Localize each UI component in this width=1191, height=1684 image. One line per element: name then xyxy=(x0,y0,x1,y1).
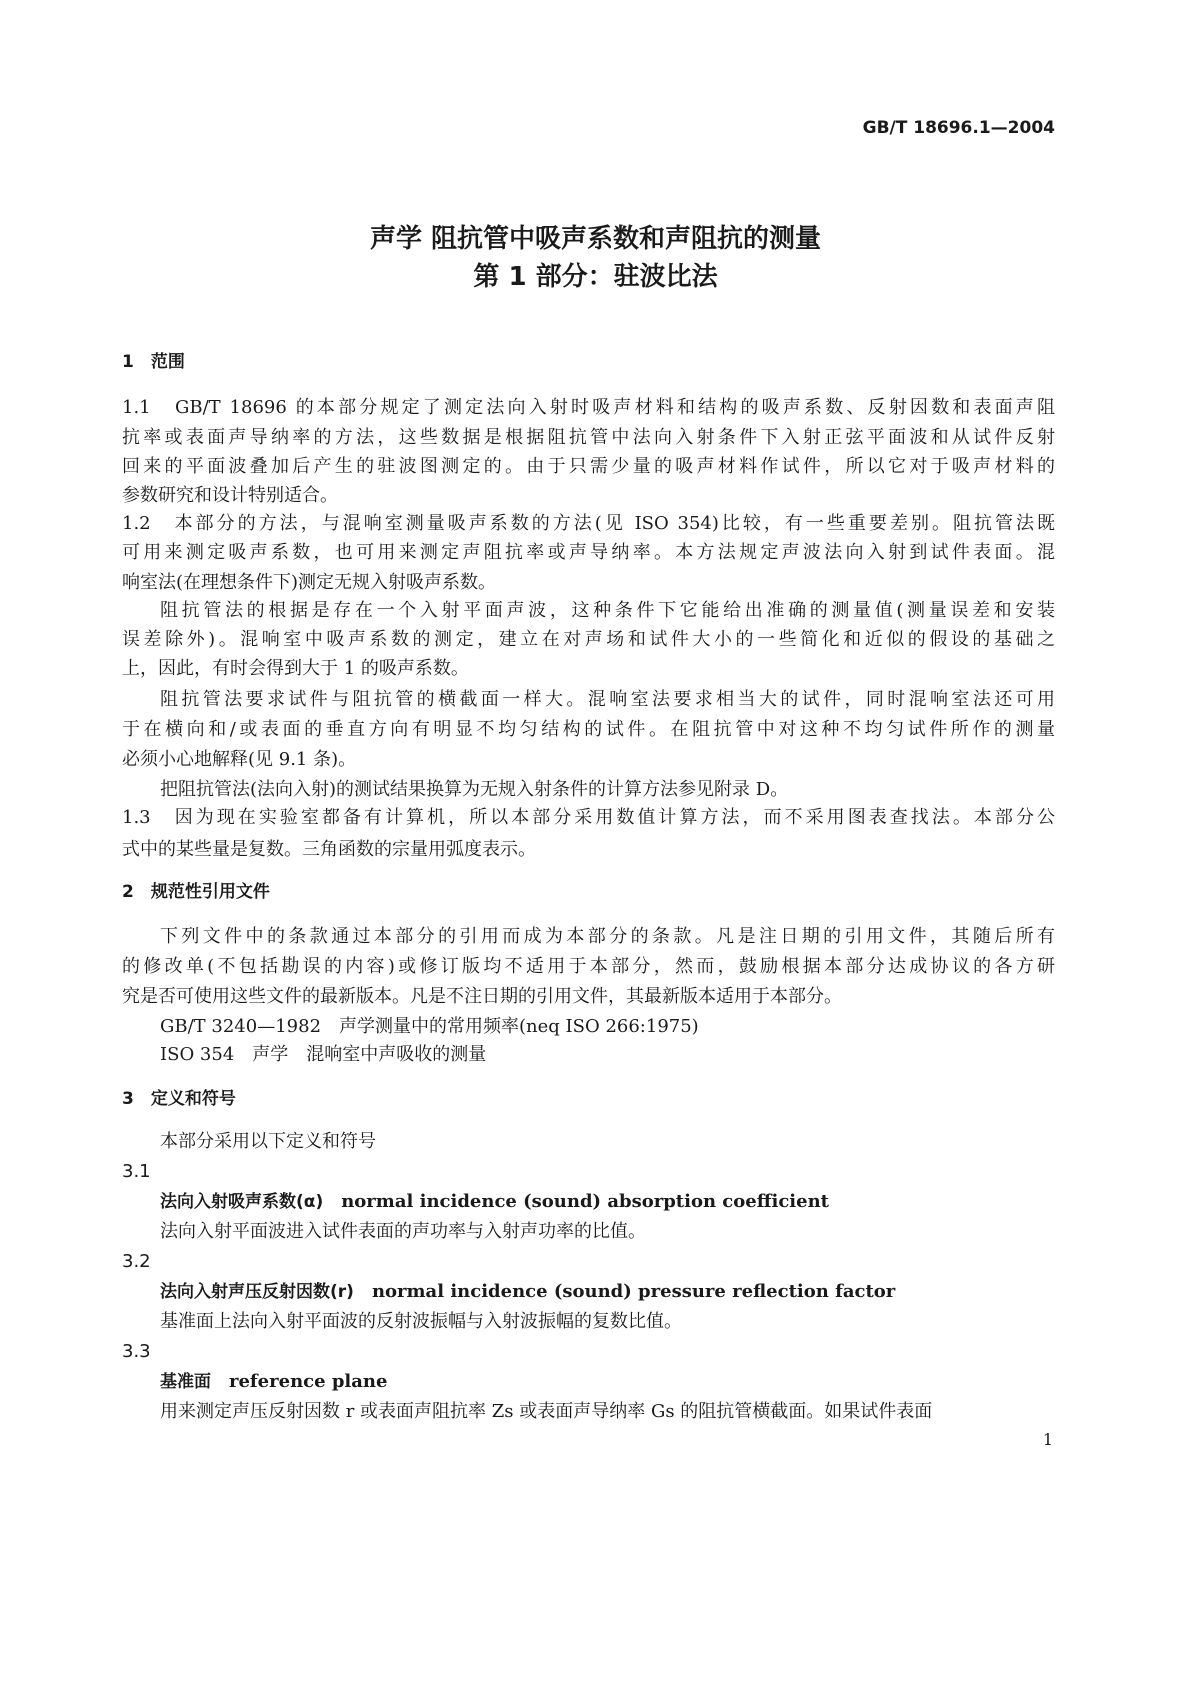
text-line: 阻抗管法的根据是存在一个入射平面声波，这种条件下它能给出准确的测量值(测量误差和安装 xyxy=(160,600,1055,621)
definition: 法向入射平面波进入试件表面的声功率与入射声功率的比值。 xyxy=(160,1221,646,1242)
reference-item: ISO 354 声学 混响室中声吸收的测量 xyxy=(160,1044,487,1065)
term-cn: 基准面 xyxy=(160,1372,211,1392)
text-line: 响室法(在理想条件下)测定无规入射吸声系数。 xyxy=(122,572,497,593)
page-number: 1 xyxy=(1042,1430,1053,1449)
clause-number: 3.1 xyxy=(122,1161,151,1182)
standard-number: GB/T 18696.1—2004 xyxy=(862,118,1055,138)
text-line: 参数研究和设计特别适合。 xyxy=(122,485,338,506)
text-line: 误差除外)。混响室中吸声系数的测定，建立在对声场和试件大小的一些简化和近似的假设的基础之 xyxy=(122,629,1055,650)
text-line: 阻抗管法要求试件与阻抗管的横截面一样大。混响室法要求相当大的试件，同时混响室法还可用 xyxy=(160,689,1055,710)
section-2-heading: 2 规范性引用文件 xyxy=(122,882,270,902)
term xyxy=(160,1281,1055,1303)
reference-item: GB/T 3240—1982 声学测量中的常用频率(neq ISO 266:1975) xyxy=(160,1016,699,1037)
text-line: 抗率或表面声导纳率的方法，这些数据是根据阻抗管中法向入射条件下入射正弦平面波和从试件反射 xyxy=(122,427,1055,448)
section-3-heading: 3 定义和符号 xyxy=(122,1089,236,1109)
text-line: 式中的某些量是复数。三角函数的宗量用弧度表示。 xyxy=(122,839,536,860)
text-line: 1.1 GB/T 18696 的本部分规定了测定法向入射时吸声材料和结构的吸声系数、反射因数和表面声阻 xyxy=(122,397,1055,418)
clause-number: 3.2 xyxy=(122,1251,151,1272)
text-line: 的修改单(不包括勘误的内容)或修订版均不适用于本部分，然而，鼓励根据本部分达成协议的各方研 xyxy=(122,956,1055,977)
term xyxy=(160,1371,1055,1393)
text-line: 可用来测定吸声系数，也可用来测定声阻抗率或声导纳率。本方法规定声波法向入射到试件表面。混 xyxy=(122,542,1055,563)
text-line: 本部分采用以下定义和符号 xyxy=(160,1131,376,1152)
text-line: 把阻抗管法(法向入射)的测试结果换算为无规入射条件的计算方法参见附录 D。 xyxy=(160,779,789,800)
term-cn: 法向入射吸声系数(α) xyxy=(160,1192,324,1212)
text-line: 上，因此，有时会得到大于 1 的吸声系数。 xyxy=(122,658,469,679)
definition: 基准面上法向入射平面波的反射波振幅与入射波振幅的复数比值。 xyxy=(160,1311,682,1332)
text-line: 1.2 本部分的方法，与混响室测量吸声系数的方法(见 ISO 354)比较，有一些重要差别。阻抗管法既 xyxy=(122,513,1055,534)
text-line: 必须小心地解释(见 9.1 条)。 xyxy=(122,749,357,770)
text-line: 究是否可使用这些文件的最新版本。凡是不注日期的引用文件，其最新版本适用于本部分。 xyxy=(122,986,842,1007)
section-1-heading: 1 范围 xyxy=(122,352,185,372)
text-line: 1.3 因为现在实验室都备有计算机，所以本部分采用数值计算方法，而不采用图表查找法。本部分公 xyxy=(122,807,1055,828)
clause-number: 3.3 xyxy=(122,1341,151,1362)
term-en: normal incidence (sound) absorption coefficient xyxy=(341,1191,829,1212)
term-en: normal incidence (sound) pressure reflection factor xyxy=(371,1281,896,1302)
text-line: 于在横向和/或表面的垂直方向有明显不均匀结构的试件。在阻抗管中对这种不均匀试件所作的测量 xyxy=(122,719,1055,740)
text-line: 回来的平面波叠加后产生的驻波图测定的。由于只需少量的吸声材料作试件，所以它对于吸声材料的 xyxy=(122,456,1055,477)
title-line-2: 第 1 部分：驻波比法 xyxy=(473,262,718,292)
title-line-1: 声学 阻抗管中吸声系数和声阻抗的测量 xyxy=(369,224,822,254)
text-line: 下列文件中的条款通过本部分的引用而成为本部分的条款。凡是注日期的引用文件，其随后所有 xyxy=(160,926,1055,947)
term-cn: 法向入射声压反射因数(r) xyxy=(160,1282,354,1302)
term-en: reference plane xyxy=(229,1371,388,1392)
term xyxy=(160,1191,1055,1213)
definition: 用来测定声压反射因数 r 或表面声阻抗率 Zs 或表面声导纳率 Gs 的阻抗管横截面。如果试件表面 xyxy=(160,1401,933,1422)
